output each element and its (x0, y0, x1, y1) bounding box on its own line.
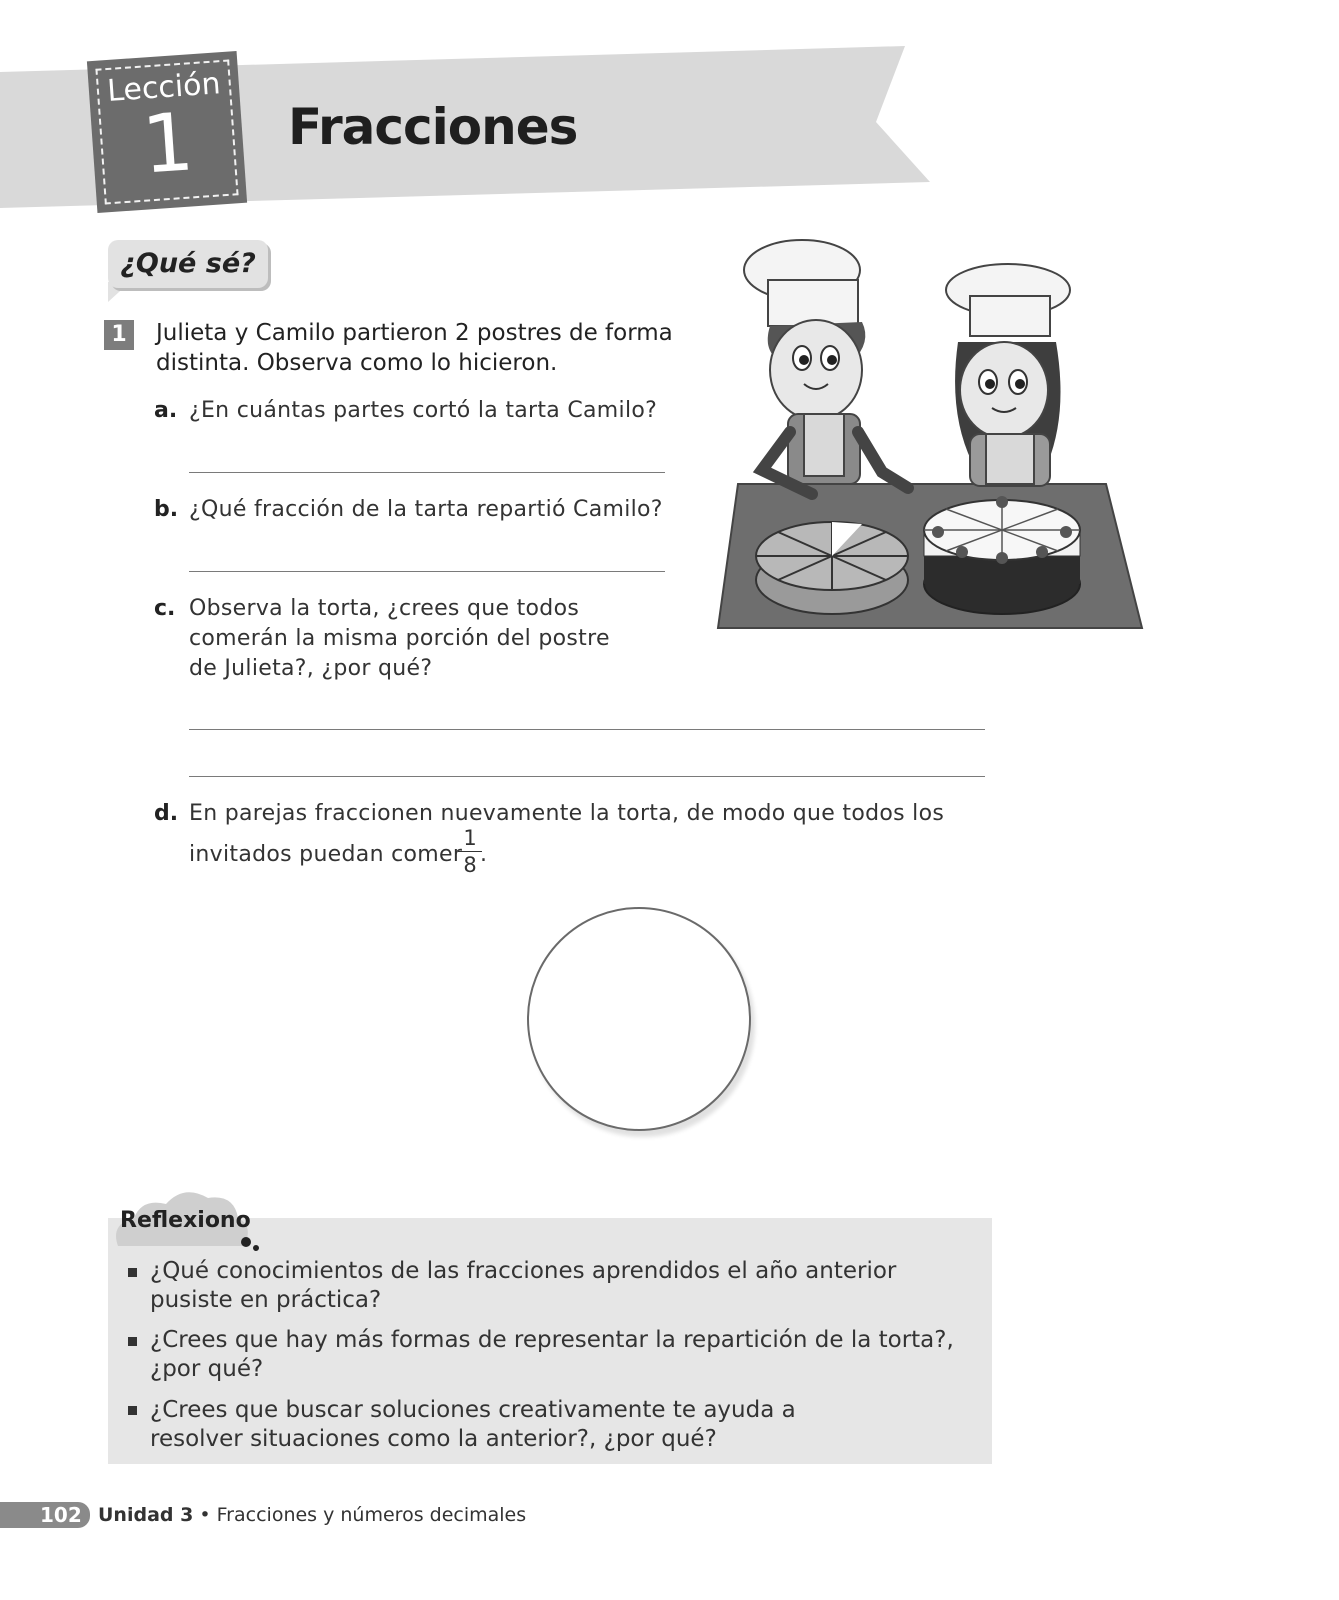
lesson-badge (87, 51, 247, 213)
reflection-label: Reflexiono (120, 1208, 251, 1233)
footer-separator: • (199, 1504, 211, 1526)
answer-line-c2[interactable] (189, 776, 985, 777)
cake-julieta (924, 496, 1080, 614)
speech-bubble (108, 240, 268, 288)
chefs-cakes-illustration (712, 222, 1152, 634)
boy-chef-figure (744, 240, 908, 494)
girl-chef-figure (946, 264, 1070, 486)
answer-line-b[interactable] (189, 571, 665, 572)
reflection-item-3: ¿Crees que buscar soluciones creativamente te ayuda a resolver situaciones como la anterior?, ¿por qué? (150, 1397, 796, 1452)
footer-unit-line (98, 1504, 526, 1526)
question-number: 1 (104, 320, 134, 350)
fraction-numerator: 1 (463, 826, 477, 850)
item-d-text-line1: En parejas fraccionen nuevamente la torta, de modo que todos los (189, 801, 945, 826)
lesson-label: Lección (106, 66, 222, 110)
item-a-letter: a. (154, 398, 178, 423)
cake-drawing-circle[interactable] (527, 907, 751, 1131)
page-title: Fracciones (288, 98, 578, 156)
lesson-number: 1 (139, 95, 197, 192)
item-c-letter: c. (154, 596, 176, 621)
footer-unit-title: Fracciones y números decimales (216, 1504, 527, 1526)
answer-line-c1[interactable] (189, 729, 985, 730)
fraction-one-eighth (458, 826, 482, 877)
answer-line-a[interactable] (189, 472, 665, 473)
bullet-square (128, 1268, 137, 1277)
item-d-letter: d. (154, 801, 179, 826)
bullet-square (128, 1337, 137, 1346)
item-c-text: Observa la torta, ¿crees que todos comerán la misma porción del postre de Julieta?, ¿por qué? (189, 596, 610, 681)
fraction-denominator: 8 (463, 853, 477, 877)
pie-camilo (756, 522, 908, 614)
question-text: Julieta y Camilo partieron 2 postres de forma distinta. Observa como lo hicieron. (156, 320, 673, 376)
item-d-text-line2: invitados puedan comer (189, 842, 463, 867)
bullet-square (128, 1406, 137, 1415)
bubble-text: ¿Qué sé? (120, 248, 256, 279)
reflection-item-2: ¿Crees que hay más formas de representar la repartición de la torta?, ¿por qué? (150, 1327, 954, 1382)
page-number: 102 (40, 1503, 82, 1527)
item-d-end-punct: . (480, 842, 488, 867)
item-a-text: ¿En cuántas partes cortó la tarta Camilo? (189, 398, 658, 423)
footer-unit: Unidad 3 (98, 1504, 194, 1526)
item-b-letter: b. (154, 497, 179, 522)
reflection-item-1: ¿Qué conocimientos de las fracciones aprendidos el año anterior pusiste en práctica? (150, 1258, 897, 1313)
item-b-text: ¿Qué fracción de la tarta repartió Camilo? (189, 497, 663, 522)
